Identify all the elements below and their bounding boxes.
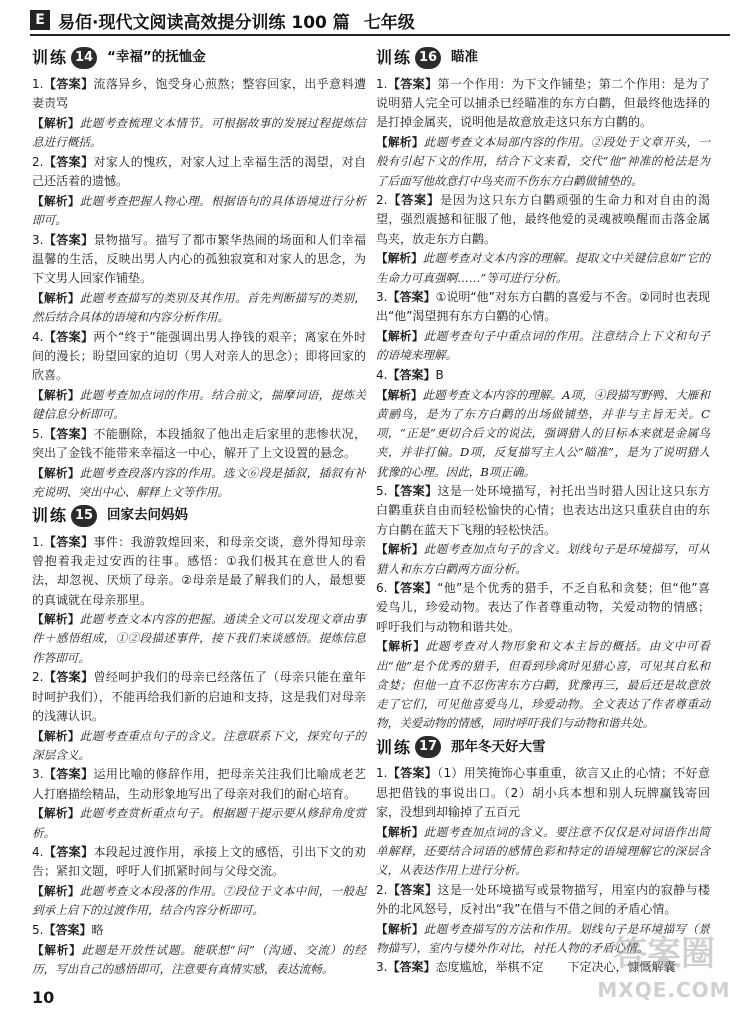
answer-paragraph: [376, 191, 710, 249]
section-word: 训练: [376, 737, 413, 757]
analysis-tag: 【解析】: [32, 806, 80, 821]
answer-tag: 【答案】: [387, 290, 436, 305]
answer-paragraph: [376, 366, 710, 385]
question-number: 6.: [376, 581, 388, 596]
analysis-tag: 【解析】: [32, 115, 80, 130]
question-number: 2.: [32, 154, 44, 169]
section-14-items: [32, 75, 366, 502]
answer-paragraph: [376, 75, 710, 133]
analysis-tag: 【解析】: [32, 387, 80, 402]
analysis-paragraph: [376, 540, 710, 578]
question-number: 3.: [32, 232, 44, 247]
answer-paragraph: [376, 881, 710, 919]
paragraph-text: ①说明“他”对东方白鹳的喜爱与不舍。②同时也表现出“他”渴望拥有东方白鹳的心情。: [376, 290, 710, 324]
section-title: 回家去问妈妈: [107, 507, 189, 524]
paragraph-text: 事件：我游敦煌回来，和母亲交谈，意外得知母亲曾抱着我走过安西的往事。感悟：①我们极其在意世人的看法，却忽视、厌烦了母亲。②母亲是最了解我们的人，最想要的真诚就在母亲那里。: [32, 534, 366, 607]
paragraph-text: 此题考查文本内容的把握。通读全文可以发现文章由事件＋感悟组成，①②段描述事件，接下我们来谈感悟。提炼信息作答即可。: [32, 612, 366, 665]
analysis-paragraph: [32, 610, 366, 668]
answer-tag: 【答案】: [43, 154, 94, 169]
section-word: 训练: [376, 48, 413, 68]
answer-tag: 【答案】: [387, 960, 436, 975]
paragraph-text: 景物描写。描写了都市繁华热闹的场面和人们幸福温馨的生活，反映出男人内心的孤独寂寞和对家人的思念，为下文男人回家作铺垫。: [32, 232, 366, 286]
answer-tag: 【答案】: [43, 534, 94, 549]
watermark-line2: MXQE.COM: [597, 978, 731, 1002]
section-number-badge: 14: [71, 47, 97, 69]
analysis-paragraph: [32, 464, 366, 502]
question-number: 2.: [376, 882, 388, 897]
section-title: 那年冬天好大雪: [451, 738, 546, 755]
analysis-paragraph: [32, 727, 366, 765]
paragraph-text: 此题是开放性试题。能联想“问”（沟通、交流）的经历，写出自己的感悟即可，注意要有真情实感，表达流畅。: [32, 942, 366, 976]
paragraph-text: 此题考查加点词的含义。要注意不仅仅是对词语作出简单解释，还要结合词语的感情色彩和特定的语境理解它的深层含义，从表达作用上进行分析。: [376, 824, 710, 877]
answer-tag: 【答案】: [43, 232, 94, 247]
analysis-paragraph: [32, 192, 366, 230]
book-title: 易佰·现代文阅读高效提分训练 100 篇: [58, 12, 350, 33]
analysis-paragraph: [376, 823, 710, 881]
answer-paragraph: [32, 425, 366, 463]
analysis-tag: 【解析】: [376, 135, 424, 150]
section-title: 瞄准: [451, 49, 479, 66]
answer-paragraph: [32, 533, 366, 610]
paragraph-text: （1）用笑掩饰心事重重，欲言又止的心情；不好意思把借钱的事说出口。（2）胡小兵本想和别人玩牌赢钱寄回家，没想到却输掉了五百元: [376, 766, 710, 819]
paragraph-text: 此题考查重点句子的含义。注意联系下文，探究句子的深层含义。: [32, 728, 366, 762]
paragraph-text: 此题考查把握人物心理。根据语句的具体语境进行分析即可。: [32, 193, 366, 227]
right-column: [376, 44, 710, 978]
analysis-paragraph: [32, 941, 366, 979]
answer-paragraph: [32, 231, 366, 289]
page-number: 10: [32, 988, 55, 1007]
paragraph-text: 两个“终于”能强调出男人挣钱的艰辛；离家在外时间的漫长；盼望回家的迫切（男人对亲人的思念）；即将回家的欣喜。: [32, 329, 366, 383]
answer-paragraph: [376, 288, 710, 326]
paragraph-text: 此题考查描写的类别及其作用。首先判断描写的类别，然后结合具体的语境和内容分析作用。: [32, 290, 366, 324]
question-number: 5.: [32, 426, 44, 441]
analysis-paragraph: [32, 386, 366, 424]
paragraph-text: 略: [91, 923, 104, 938]
section-number-badge: 15: [71, 505, 97, 527]
answer-tag: 【答案】: [387, 484, 438, 499]
paragraph-text: 此题考查文本段落的作用。⑦段位于文本中间，一般起到承上启下的过渡作用，结合内容分析即可。: [32, 884, 366, 918]
answer-paragraph: [32, 153, 366, 191]
paragraph-text: 对家人的愧疚，对家人过上幸福生活的渴望，对自己还活着的遗憾。: [32, 154, 366, 189]
watermark-line1: 答案圈: [613, 934, 715, 974]
answer-paragraph: [32, 765, 366, 803]
paragraph-text: 此题考查赏析重点句子。根据题干提示要从修辞角度赏析。: [32, 806, 366, 840]
book-logo-icon: E: [30, 10, 50, 30]
analysis-tag: 【解析】: [32, 728, 80, 743]
analysis-tag: 【解析】: [376, 251, 423, 266]
paragraph-text: 此题考查对人物形象和文本主旨的概括。由文中可看出“他”是个优秀的猎手，但看到珍禽时见猎心喜，可见其自私和贪婪；但他一直不忍伤害东方白鹳，犹豫再三，最后还是故意放走了它们，可见他喜爱鸟儿，珍爱动物。全文表达了作者尊重动物，关爱动物的情感，同时呼吁我们与动物和谐共处。: [376, 639, 710, 731]
paragraph-text: 此题考查文本局部内容的作用。②段处于文章开头，一般有引起下文的作用，结合下文来看，交代“他”神准的枪法是为了后面写他故意打中鸟夹而不伤东方白鹳做铺垫的。: [376, 135, 710, 188]
answer-paragraph: [376, 579, 710, 637]
analysis-tag: 【解析】: [32, 193, 80, 208]
analysis-paragraph: [376, 327, 710, 365]
analysis-tag: 【解析】: [376, 387, 423, 402]
analysis-tag: 【解析】: [32, 290, 80, 305]
paragraph-text: 此题考查加点句子的含义。划线句子是环境描写，可从猎人和东方白鹳两方面分析。: [376, 542, 710, 576]
analysis-tag: 【解析】: [32, 942, 82, 957]
question-number: 3.: [32, 767, 44, 782]
section-15-items: [32, 533, 366, 979]
answer-tag: 【答案】: [387, 882, 438, 897]
analysis-tag: 【解析】: [32, 884, 80, 899]
paragraph-text: 不能删除，本段插叙了他出走后家里的悲惨状况，突出了金钱不能带来幸福这一中心，解开了上文设置的悬念。: [32, 426, 366, 460]
question-number: 3.: [376, 960, 388, 975]
analysis-paragraph: [376, 133, 710, 191]
question-number: 3.: [376, 290, 388, 305]
section-number-badge: 17: [415, 736, 441, 758]
paragraph-text: 此题考查句子中重点词的作用。注意结合上下文和句子的语境来理解。: [376, 329, 710, 363]
paragraph-text: 流落异乡，饱受身心煎熬；整容回家，出乎意料遭妻责骂: [32, 77, 366, 111]
analysis-tag: 【解析】: [376, 921, 424, 936]
paragraph-text: 态度尴尬，举棋不定 下定决心，慷慨解囊: [435, 960, 676, 975]
paragraph-text: 此题考查对文本内容的理解。提取文中关键信息如“它的生命力可真强啊……”等可进行分析。: [376, 251, 710, 285]
analysis-paragraph: [32, 804, 366, 842]
section-16-items: [376, 75, 710, 733]
paragraph-text: “他”是个优秀的猎手，不乏自私和贪婪；但“他”喜爱鸟儿，珍爱动物。表达了作者尊重动物，关爱动物的情感；呼吁我们与动物和谐共处。: [376, 581, 710, 634]
paragraph-text: 此题考查文本内容的理解。A项，④段描写野鸭、大雁和黄鹂鸟，是为了东方白鹳的出场做铺垫，并非与主旨无关。C项，“正是”更切合后文的说法，强调猎人的目标本来就是金属鸟夹，并非打偏。D项，反复描写主人公“瞄准”，是为了说明猎人犹豫的心理。因此，B项正确。: [376, 387, 710, 479]
answer-tag: 【答案】: [387, 193, 440, 208]
answer-paragraph: [32, 921, 366, 940]
analysis-paragraph: [376, 386, 710, 482]
question-number: 5.: [32, 923, 44, 938]
question-number: 4.: [32, 329, 44, 344]
answer-paragraph: [32, 328, 366, 386]
analysis-paragraph: [376, 249, 710, 287]
paragraph-text: 第一个作用：为下文作铺垫；第二个作用：是为了说明猎人完全可以捕杀已经瞄准的东方白鹳，但最终他选择的是打掉金属夹，说明他是故意放走这只东方白鹳的。: [376, 77, 710, 130]
paragraph-text: 此题考查段落内容的作用。选文⑥段是插叙，插叙有补充说明、突出中心、解释上文等作用。: [32, 465, 366, 499]
section-heading-17: [376, 735, 710, 759]
section-heading-14: [32, 46, 366, 70]
section-word: 训练: [32, 48, 69, 68]
question-number: 1.: [376, 766, 388, 781]
paragraph-text: 本段起过渡作用，承接上文的感悟，引出下文的劝告；紧扣文题，呼吁人们抓紧时间与父母交流。: [32, 845, 366, 879]
answer-paragraph: [32, 75, 366, 113]
question-number: 4.: [32, 845, 44, 860]
answer-paragraph: [376, 764, 710, 822]
answer-tag: 【答案】: [387, 368, 436, 383]
analysis-tag: 【解析】: [376, 639, 426, 654]
answer-tag: 【答案】: [387, 766, 438, 781]
analysis-paragraph: [32, 882, 366, 920]
question-number: 1.: [376, 77, 388, 91]
analysis-paragraph: [32, 289, 366, 327]
paragraph-text: 此题考查加点词的作用。结合前文，揣摩词语，提炼关键信息分析即可。: [32, 387, 366, 421]
analysis-tag: 【解析】: [32, 612, 80, 627]
analysis-tag: 【解析】: [376, 824, 424, 839]
answer-tag: 【答案】: [43, 77, 94, 91]
paragraph-text: 这是一处环境描写，衬托出当时猎人因让这只东方白鹳重获自由而轻松愉快的心情；也表达出这只重获自由的东方白鹳在蓝天下飞翔的轻松快活。: [376, 484, 710, 537]
analysis-tag: 【解析】: [32, 465, 80, 480]
answer-tag: 【答案】: [43, 329, 94, 344]
section-heading-15: [32, 504, 366, 528]
analysis-tag: 【解析】: [376, 542, 424, 557]
answer-tag: 【答案】: [43, 426, 94, 441]
section-number-badge: 16: [415, 47, 441, 69]
answer-paragraph: [32, 843, 366, 881]
answer-tag: 【答案】: [387, 581, 438, 596]
analysis-paragraph: [32, 114, 366, 152]
paragraph-text: 此题考查梳理文本情节。可根据故事的发展过程提炼信息进行概括。: [32, 115, 366, 150]
question-number: 1.: [32, 534, 44, 549]
section-word: 训练: [32, 506, 69, 526]
paragraph-text: 运用比喻的修辞作用，把母亲关注我们比喻成老艺人打磨描绘精品，生动形象地写出了母亲对我们的耐心培育。: [32, 767, 366, 801]
left-column: [32, 44, 366, 980]
question-number: 2.: [376, 193, 388, 208]
page-header: [30, 6, 730, 36]
watermark: [584, 936, 744, 1016]
answer-tag: 【答案】: [43, 767, 94, 782]
question-number: 4.: [376, 368, 388, 383]
answer-tag: 【答案】: [43, 923, 92, 938]
answer-paragraph: [32, 668, 366, 726]
paragraph-text: 是因为这只东方白鹳顽强的生命力和对自由的渴望，强烈震撼和征服了他，最终他爱的灵魂被唤醒而击落金属鸟夹，放走东方白鹳。: [376, 193, 710, 246]
question-number: 2.: [32, 670, 44, 685]
answer-tag: 【答案】: [43, 845, 94, 860]
paragraph-text: 此题考查描写的方法和作用。划线句子是环境描写（景物描写），室内与楼外作对比，衬托人物的矛盾心情。: [376, 921, 710, 955]
question-number: 1.: [32, 77, 44, 91]
analysis-paragraph: [376, 637, 710, 733]
answer-tag: 【答案】: [43, 670, 94, 685]
section-heading-16: [376, 46, 710, 70]
answer-paragraph: [376, 482, 710, 540]
question-number: 5.: [376, 484, 388, 499]
answer-tag: 【答案】: [387, 77, 438, 91]
grade-label: 七年级: [363, 12, 415, 33]
paragraph-text: 曾经呵护我们的母亲已经落伍了（母亲只能在童年时呵护我们），不能再给我们新的启迪和支持，这是我们对母亲的浅薄认识。: [32, 670, 366, 723]
analysis-tag: 【解析】: [376, 329, 424, 344]
paragraph-text: 这是一处环境描写或景物描写，用室内的寂静与楼外的北风怒号，反衬出“我”在借与不借之间的矛盾心情。: [376, 882, 710, 916]
paragraph-text: B: [435, 368, 444, 383]
section-title: “幸福”的抚恤金: [107, 49, 206, 66]
